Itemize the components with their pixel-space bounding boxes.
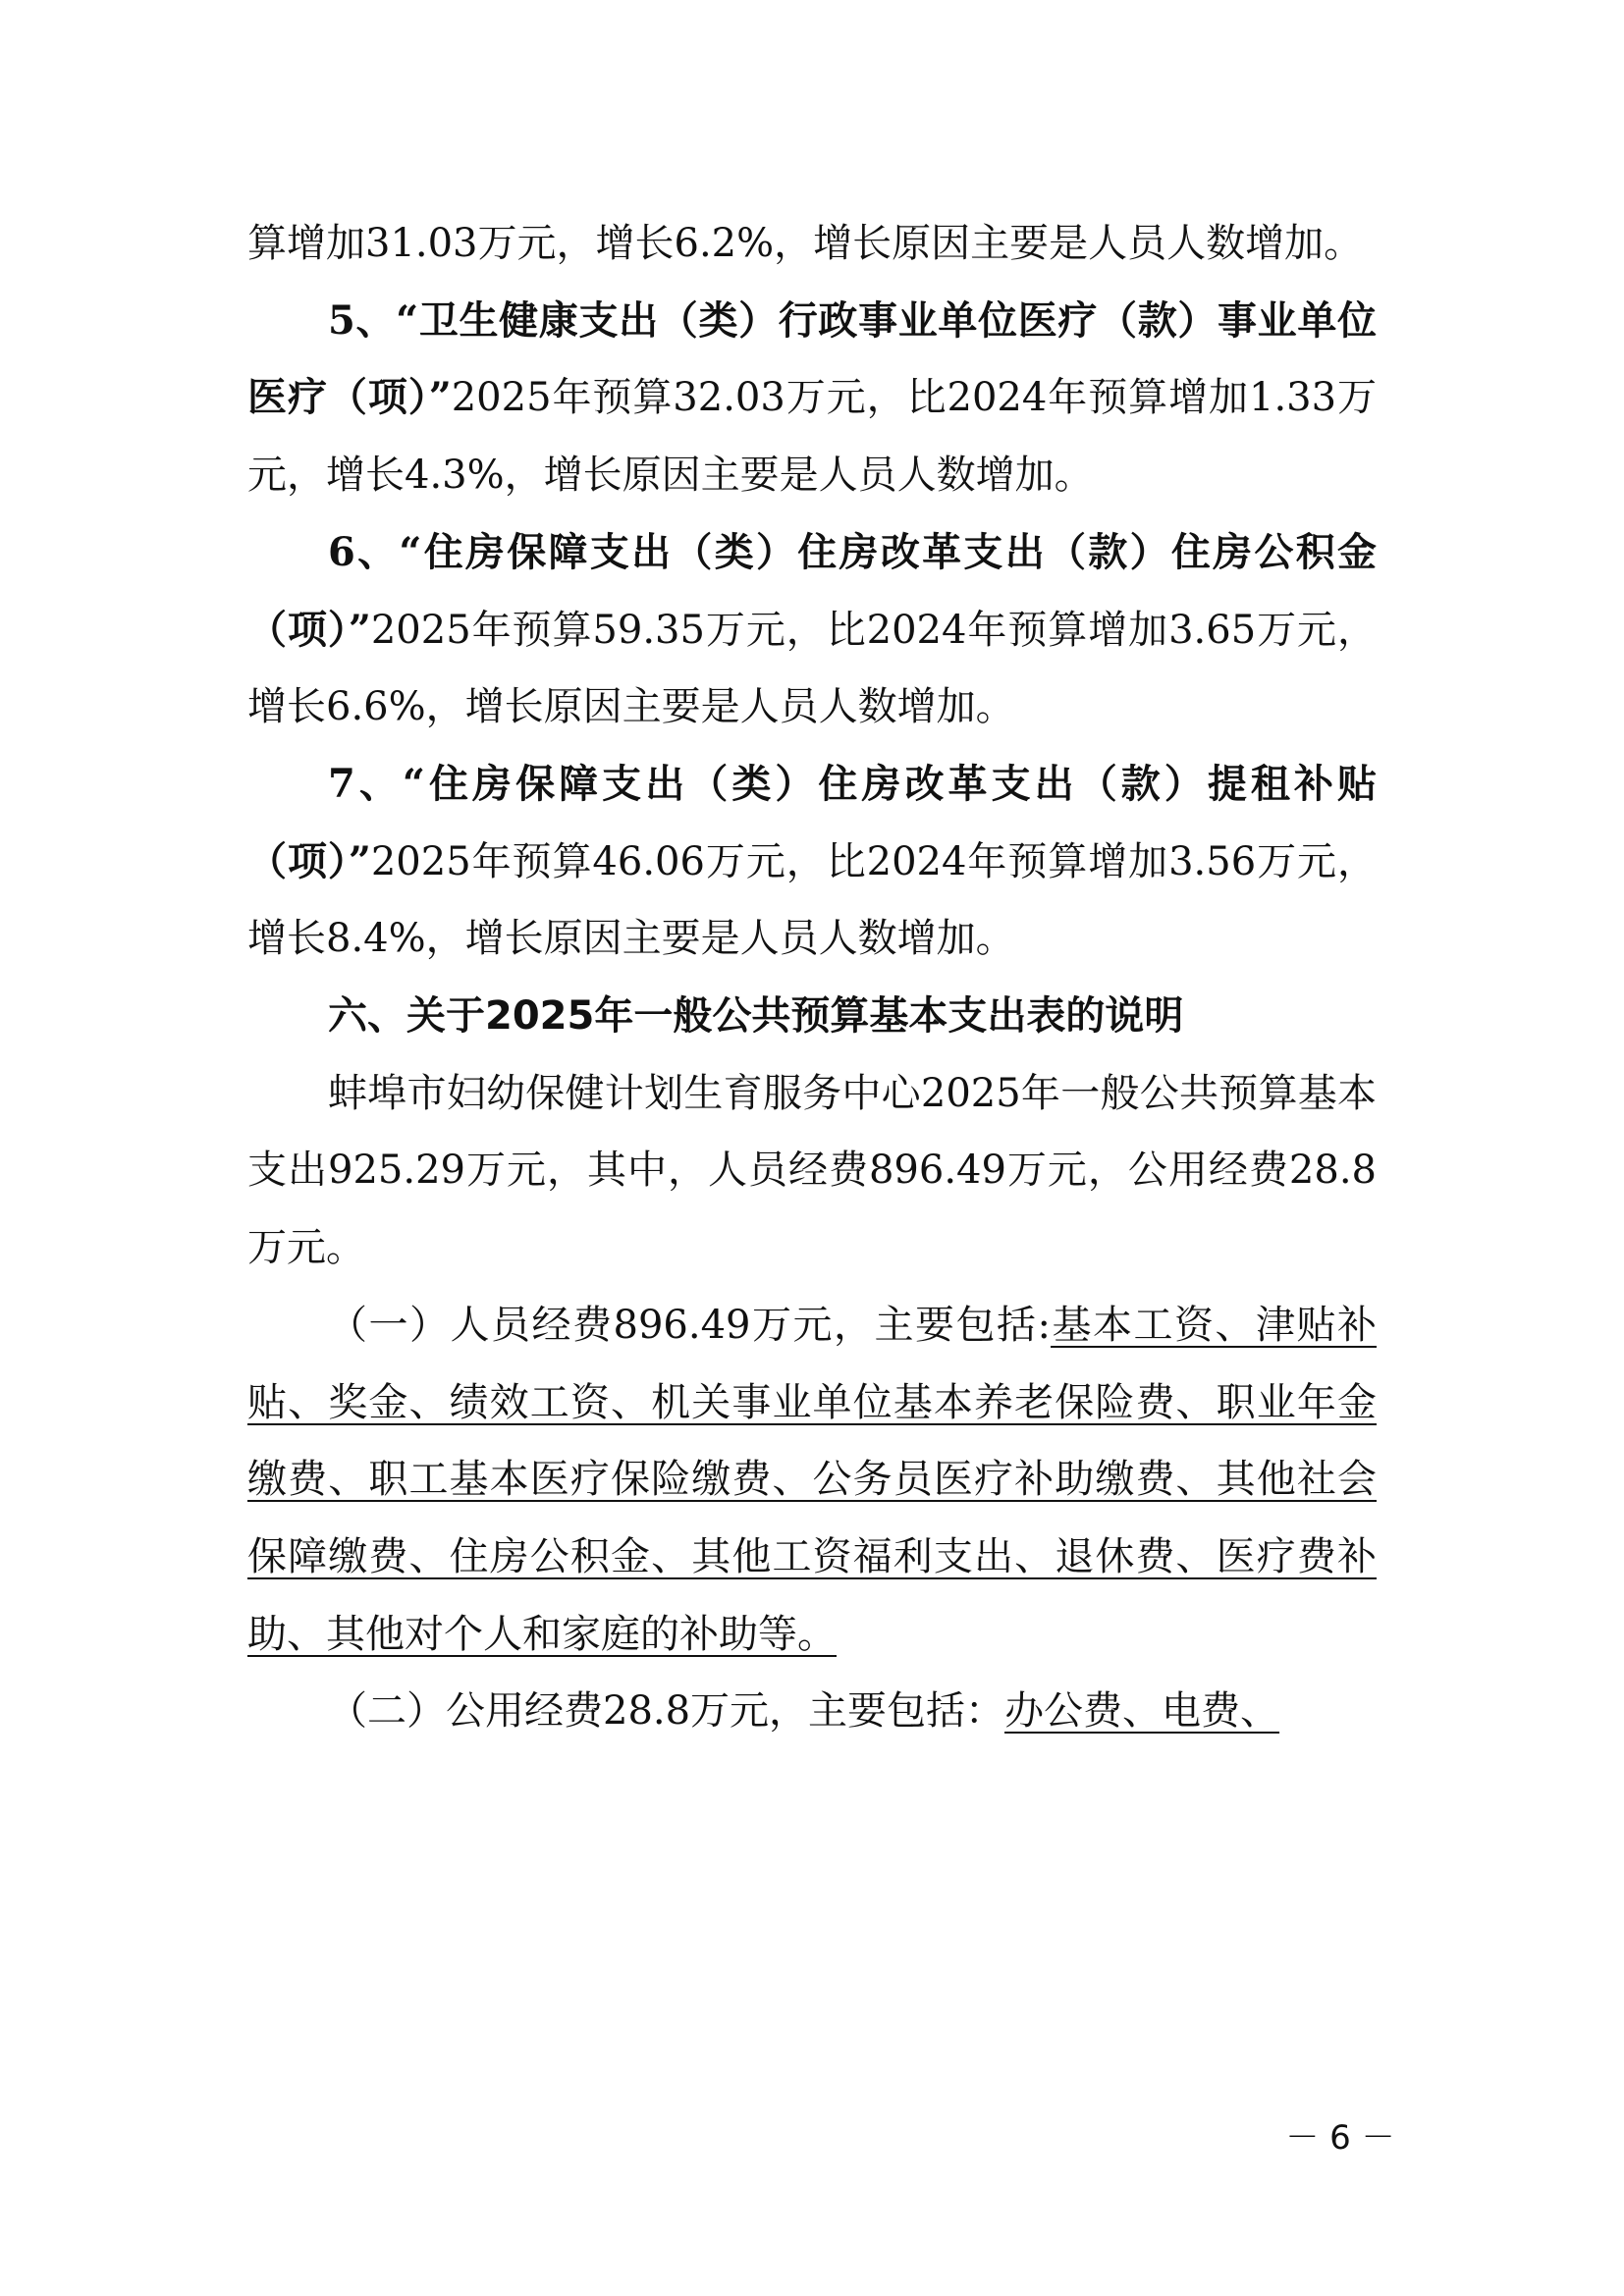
section-heading-6: 六、关于2025年一般公共预算基本支出表的说明 xyxy=(328,993,1184,1040)
item-5-body: 2025年预算32.03万元，比2024年预算增加1.33万元，增长4.3%，增长原因主要是人员人数增加。 xyxy=(247,375,1377,499)
paragraph-public-costs xyxy=(247,1673,1377,1750)
personnel-items: 基本工资、津贴补贴、奖金、绩效工资、机关事业单位基本养老保险费、职业年金缴费、职工基本医疗保险缴费、公务员医疗补助缴费、其他社会保障缴费、住房公积金、其他工资福利支出、退休费、医疗费补助、其他对个人和家庭的补助等。 xyxy=(247,1302,1378,1657)
item-5-heading: 5、“卫生健康支出（类）行政事业单位医疗（款）事业单位医疗（项）” xyxy=(247,296,1377,421)
item-7-body: 2025年预算46.06万元，比2024年预算增加3.56万元，增长8.4%，增长原因主要是人员人数增加。 xyxy=(247,838,1377,962)
paragraph-summary: 蚌埠市妇幼保健计划生育服务中心2025年一般公共预算基本支出925.29万元，其中，人员经费896.49万元，公用经费28.8万元。 xyxy=(247,1070,1377,1271)
item-6-heading: 6、“住房保障支出（类）住房改革支出（款）住房公积金（项）” xyxy=(247,528,1377,653)
item-6-body: 2025年预算59.35万元，比2024年预算增加3.65万元，增长6.6%，增长原因主要是人员人数增加。 xyxy=(247,607,1377,730)
body-text xyxy=(247,205,1377,1750)
paragraph-item-7 xyxy=(247,746,1377,978)
page-number: － 6 － xyxy=(1285,2118,1395,2158)
public-items: 办公费、电费、 xyxy=(1004,1688,1280,1735)
personnel-lead: （一）人员经费896.49万元，主要包括: xyxy=(328,1302,1051,1348)
paragraph-personnel-costs xyxy=(247,1287,1377,1674)
public-lead: （二）公用经费28.8万元，主要包括： xyxy=(328,1688,1005,1735)
paragraph-item-6 xyxy=(247,514,1377,746)
item-7-heading: 7、“住房保障支出（类）住房改革支出（款）提租补贴（项）” xyxy=(247,760,1377,884)
paragraph-item-5 xyxy=(247,283,1377,514)
paragraph-continuation: 算增加31.03万元，增长6.2%，增长原因主要是人员人数增加。 xyxy=(247,221,1364,266)
